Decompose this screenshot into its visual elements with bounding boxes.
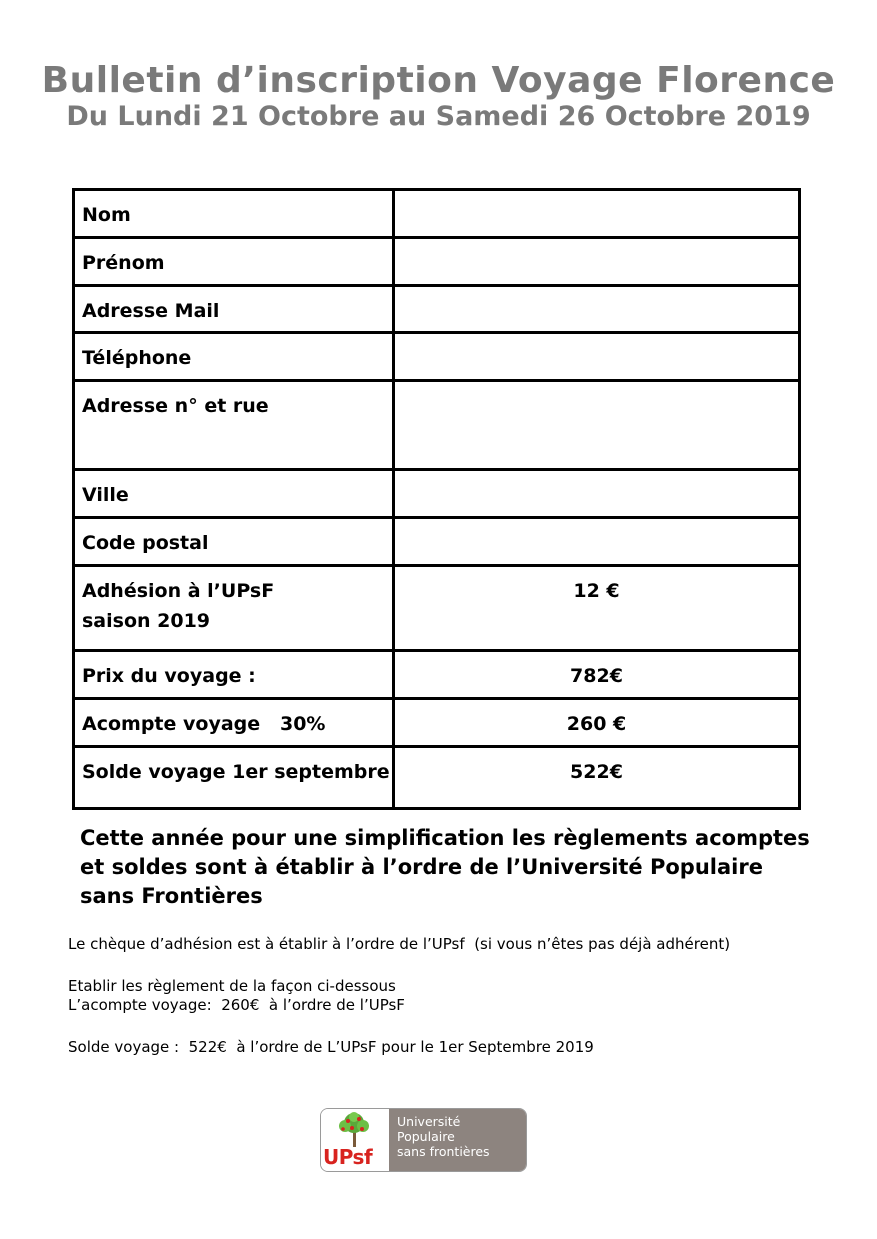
logo-line-1: Université (397, 1114, 461, 1129)
field-label-prix: Prix du voyage : (74, 651, 394, 699)
field-value-ville[interactable] (394, 470, 800, 518)
field-value-adhesion: 12 € (394, 566, 800, 651)
registration-form-table (72, 188, 801, 810)
field-label-solde: Solde voyage 1er septembre (74, 747, 394, 809)
etablir-note: Etablir les règlement de la façon ci-dessous (68, 977, 396, 995)
adhesion-label-line2: saison 2019 (82, 610, 211, 632)
table-row (74, 190, 800, 238)
field-label-telephone: Téléphone (74, 333, 394, 381)
field-label-nom: Nom (74, 190, 394, 238)
field-value-solde: 522€ (394, 747, 800, 809)
table-row (74, 286, 800, 333)
field-value-code-postal[interactable] (394, 518, 800, 566)
field-value-prenom[interactable] (394, 238, 800, 286)
field-label-code-postal: Code postal (74, 518, 394, 566)
logo-acronym: UPsf (323, 1145, 373, 1169)
field-value-prix: 782€ (394, 651, 800, 699)
cheque-note: Le chèque d’adhésion est à établir à l’ordre de l’UPsf (si vous n’êtes pas déjà adhérent) (68, 935, 731, 953)
table-row (74, 470, 800, 518)
field-label-acompte: Acompte voyage 30% (74, 699, 394, 747)
table-row (74, 238, 800, 286)
table-row (74, 566, 800, 651)
logo-line-2: Populaire (397, 1129, 455, 1144)
table-row (74, 381, 800, 470)
logo-emblem (321, 1109, 389, 1171)
field-label-adresse: Adresse n° et rue (74, 381, 394, 470)
upsf-logo (320, 1108, 527, 1172)
table-row (74, 747, 800, 809)
solde-note: Solde voyage : 522€ à l’ordre de L’UPsF pour le 1er Septembre 2019 (68, 1038, 594, 1056)
field-value-acompte: 260 € (394, 699, 800, 747)
table-row (74, 699, 800, 747)
field-label-adresse-mail: Adresse Mail (74, 286, 394, 333)
field-value-telephone[interactable] (394, 333, 800, 381)
table-row (74, 333, 800, 381)
field-value-nom[interactable] (394, 190, 800, 238)
field-value-adresse-mail[interactable] (394, 286, 800, 333)
logo-wordmark (389, 1109, 526, 1171)
adhesion-label-line1: Adhésion à l’UPsF (82, 580, 275, 602)
field-label-adhesion (74, 566, 394, 651)
field-value-adresse[interactable] (394, 381, 800, 470)
payment-note: Cette année pour une simplification les règlements acomptes et soldes sont à établir à l’ordre de l’Université Populaire sans Frontières (80, 826, 810, 908)
table-row (74, 518, 800, 566)
field-label-prenom: Prénom (74, 238, 394, 286)
trip-dates: Du Lundi 21 Octobre au Samedi 26 Octobre 2019 (66, 101, 811, 132)
acompte-note: L’acompte voyage: 260€ à l’ordre de l’UPsF (68, 996, 405, 1014)
logo-line-3: sans frontières (397, 1144, 490, 1159)
field-label-ville: Ville (74, 470, 394, 518)
form-title: Bulletin d’inscription Voyage Florence (41, 60, 836, 101)
table-row (74, 651, 800, 699)
